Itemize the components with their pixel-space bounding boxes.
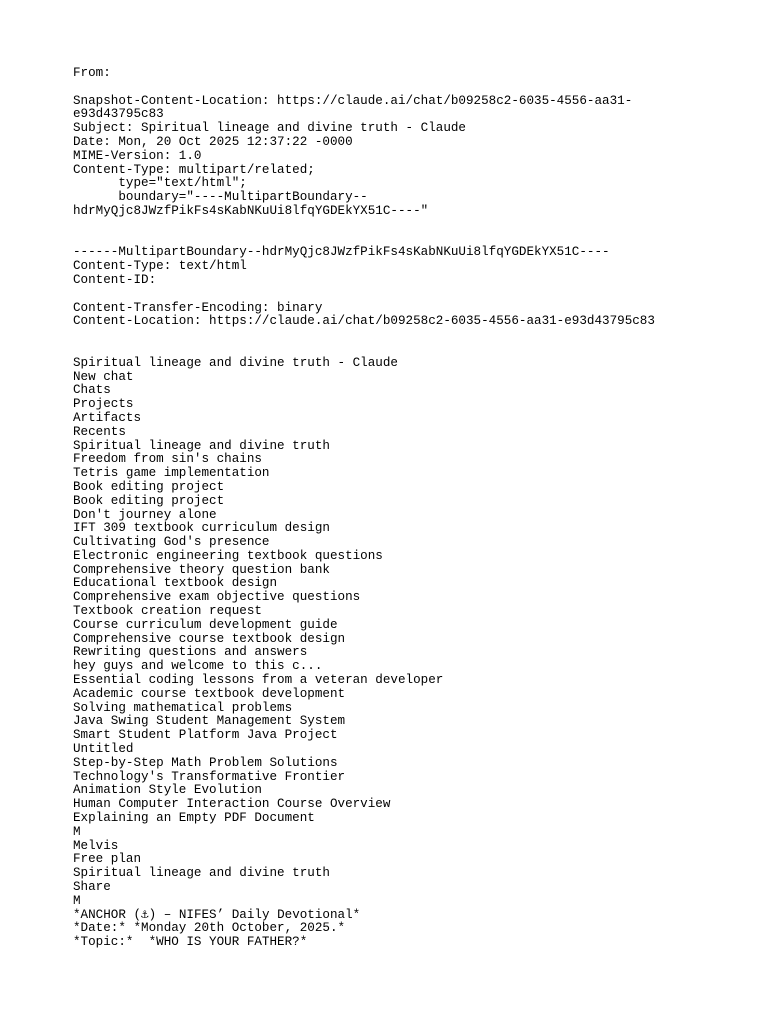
message-initial: M: [73, 893, 81, 908]
subject-line: Subject: Spiritual lineage and divine truth - Claude: [73, 121, 466, 136]
recent-item: Solving mathematical problems: [73, 700, 293, 715]
recent-item: Comprehensive theory question bank: [73, 562, 330, 577]
blank-line: [73, 288, 753, 302]
recent-item: hey guys and welcome to this c...: [73, 659, 323, 674]
recent-item: Comprehensive exam objective questions: [73, 590, 361, 605]
part-content-id-line: Content-ID:: [73, 272, 157, 287]
recent-item: Educational textbook design: [73, 576, 278, 591]
mime-version-line: MIME-Version: 1.0: [73, 148, 202, 163]
date-line: Date: Mon, 20 Oct 2025 12:37:22 -0000: [73, 134, 353, 149]
nav-recents: Recents: [73, 424, 126, 439]
boundary-param-line: boundary="----MultipartBoundary--: [73, 190, 368, 205]
blank-line: [73, 81, 753, 95]
snapshot-location-continuation: e93d43795c83: [73, 107, 164, 122]
content-type-line: Content-Type: multipart/related;: [73, 162, 315, 177]
recent-item: Step-by-Step Math Problem Solutions: [73, 755, 338, 770]
recent-item: Book editing project: [73, 479, 225, 494]
recent-item: Course curriculum development guide: [73, 617, 338, 632]
recent-item: Comprehensive course textbook design: [73, 631, 346, 646]
nav-new-chat: New chat: [73, 369, 134, 384]
blank-lines: [73, 219, 753, 247]
recent-item: Essential coding lessons from a veteran developer: [73, 673, 444, 688]
recent-item: Animation Style Evolution: [73, 783, 262, 798]
recent-item: Java Swing Student Management System: [73, 714, 346, 729]
user-initial: M: [73, 824, 81, 839]
type-param-line: type="text/html";: [73, 176, 247, 191]
recent-item: Freedom from sin's chains: [73, 452, 262, 467]
nav-chats: Chats: [73, 383, 111, 398]
devotional-date: *Date:* *Monday 20th October, 2025.*: [73, 921, 346, 936]
recent-item: Book editing project: [73, 493, 225, 508]
plan-label: Free plan: [73, 852, 142, 867]
recent-item: Smart Student Platform Java Project: [73, 728, 338, 743]
nav-artifacts: Artifacts: [73, 410, 142, 425]
recent-item: Don't journey alone: [73, 507, 217, 522]
recent-item: Spiritual lineage and divine truth: [73, 438, 330, 453]
chat-title: Spiritual lineage and divine truth: [73, 866, 330, 881]
nav-projects: Projects: [73, 397, 134, 412]
boundary-value-line: hdrMyQjc8JWzfPikFs4sKabNKuUi8lfqYGDEkYX51C----": [73, 203, 429, 218]
recent-item: Rewriting questions and answers: [73, 645, 308, 660]
page-title: Spiritual lineage and divine truth - Claude: [73, 355, 398, 370]
share-label: Share: [73, 880, 111, 895]
recent-item: Textbook creation request: [73, 604, 262, 619]
blank-lines: [73, 329, 753, 357]
devotional-topic: *Topic:* *WHO IS YOUR FATHER?*: [73, 935, 308, 950]
recent-item: Technology's Transformative Frontier: [73, 769, 346, 784]
recent-item: Electronic engineering textbook questions: [73, 548, 383, 563]
recent-item: Human Computer Interaction Course Overview: [73, 797, 391, 812]
recent-item: Explaining an Empty PDF Document: [73, 811, 315, 826]
recent-item: Cultivating God's presence: [73, 535, 270, 550]
recent-item: Academic course textbook development: [73, 686, 346, 701]
snapshot-location-line: Snapshot-Content-Location: https://claude.ai/chat/b09258c2-6035-4556-aa31-: [73, 93, 633, 108]
recent-item: IFT 309 textbook curriculum design: [73, 521, 330, 536]
devotional-title: *ANCHOR (⚓) – NIFES’ Daily Devotional*: [73, 907, 361, 922]
transfer-encoding-line: Content-Transfer-Encoding: binary: [73, 300, 323, 315]
content-location-line: Content-Location: https://claude.ai/chat/b09258c2-6035-4556-aa31-e93d43795c83: [73, 314, 655, 329]
part-boundary-line: ------MultipartBoundary--hdrMyQjc8JWzfPikFs4sKabNKuUi8lfqYGDEkYX51C----: [73, 245, 610, 260]
recent-item: Untitled: [73, 742, 134, 757]
document-page: [73, 67, 753, 950]
from-line: From:: [73, 66, 111, 80]
part-content-type-line: Content-Type: text/html: [73, 259, 247, 274]
recent-item: Tetris game implementation: [73, 466, 270, 481]
user-name: Melvis: [73, 838, 119, 853]
